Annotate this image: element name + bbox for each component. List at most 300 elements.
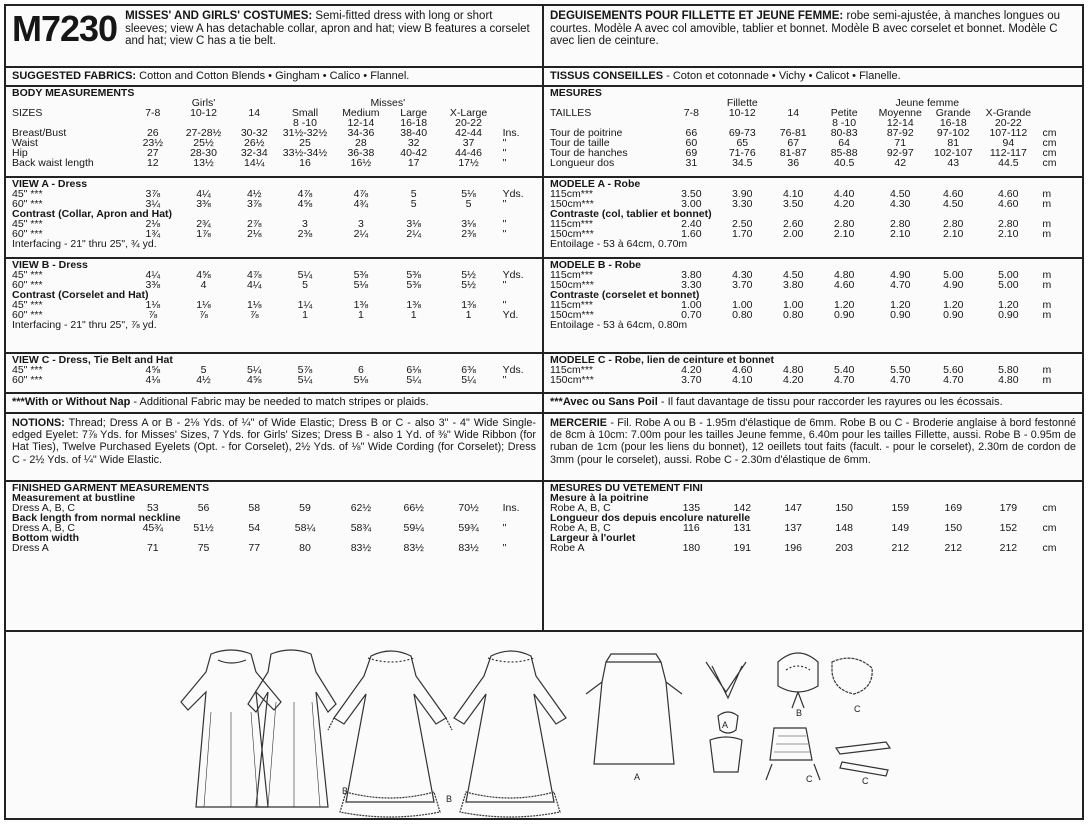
cell-value: 33½-34½ xyxy=(282,147,328,159)
row-label: Back waist length xyxy=(12,157,94,169)
cell-value: 4.50 xyxy=(889,188,911,200)
header-fr xyxy=(544,6,1082,68)
cell-value: 42 xyxy=(894,157,907,169)
table-row xyxy=(12,128,536,138)
cell-value: 3 xyxy=(357,218,364,230)
cell-value: 3.50 xyxy=(782,198,804,210)
cell-value: ⅞ xyxy=(249,309,259,321)
cell-value: 40-42 xyxy=(400,147,428,159)
cell-value: 196 xyxy=(784,542,802,554)
cell-value: ⅞ xyxy=(199,309,208,321)
yardage-table xyxy=(12,88,536,168)
cell-value: 112-117 xyxy=(989,147,1027,159)
cell-value: 4¼ xyxy=(196,188,211,200)
cell-value: 5.40 xyxy=(833,364,855,376)
unit-label: m xyxy=(1042,374,1052,386)
cell-value: 2⅛ xyxy=(246,228,262,240)
title-description-fr: robe semi-ajustée, à manches longues ou courtes. Modèle A avec col amovible, tablier et bonnet. Modèle B avec corselet et bonnet. Modèle C avec lien de ceinture. xyxy=(550,10,1060,47)
cell-value: 58¾ xyxy=(350,522,372,534)
unit-label: " xyxy=(502,522,507,534)
cell-value: 5.00 xyxy=(998,269,1019,281)
cell-value: 2.60 xyxy=(782,218,804,230)
row-label: Dress A xyxy=(12,542,49,554)
subheading: Bottom width xyxy=(12,532,80,544)
cell-value: 3.80 xyxy=(681,269,702,281)
cell-value: 4.20 xyxy=(833,198,855,210)
subheading-row xyxy=(550,493,1076,503)
cell-value: 4⅛ xyxy=(145,374,161,386)
unit-label: cm xyxy=(1042,542,1057,554)
row-label: Tour de poitrine xyxy=(550,127,623,139)
size-name: Grande xyxy=(935,107,971,119)
row-label: 60" *** xyxy=(12,374,43,386)
suggested-fabrics-fr xyxy=(544,68,1082,87)
cell-value: 51½ xyxy=(193,522,214,534)
corselet-drawing xyxy=(766,728,820,780)
size-range: 20-22 xyxy=(455,117,482,129)
apron-drawing xyxy=(586,654,682,764)
cell-value: 4.60 xyxy=(833,279,855,291)
section-heading: VIEW C - Dress, Tie Belt and Hat xyxy=(12,354,173,366)
cell-value: 1 xyxy=(410,309,417,321)
cell-value: 179 xyxy=(999,502,1018,514)
view-b-section-fr xyxy=(544,259,1082,354)
yardage-table xyxy=(550,88,1076,168)
cell-value: 3.90 xyxy=(732,188,753,200)
table-row xyxy=(550,365,1076,375)
row-label: 45" *** xyxy=(12,188,43,200)
cell-value: 83½ xyxy=(458,542,479,554)
cell-value: 5⅜ xyxy=(406,269,421,281)
cell-value: 6⅜ xyxy=(461,364,476,376)
finished-measurements-section xyxy=(6,482,542,587)
yardage-table xyxy=(550,179,1076,249)
row-label: 150cm*** xyxy=(550,279,594,291)
unit-label: " xyxy=(502,218,507,230)
cell-value: 64 xyxy=(838,137,850,149)
dress-a-front-drawing xyxy=(181,650,281,807)
cell-value: 27 xyxy=(146,147,159,159)
cell-value: 169 xyxy=(944,502,963,514)
table-row xyxy=(550,270,1076,280)
size-range: 16-18 xyxy=(400,117,428,129)
unit-label: cm xyxy=(1042,502,1057,514)
cell-value: 4.50 xyxy=(783,269,804,281)
row-label: Dress A, B, C xyxy=(12,522,76,534)
cell-value: 0.90 xyxy=(998,309,1019,321)
nap-note xyxy=(6,394,542,414)
cell-value: 59¾ xyxy=(458,522,479,534)
subheading-row xyxy=(12,290,536,300)
cell-value: 42-44 xyxy=(455,127,482,139)
cell-value: 2⅛ xyxy=(145,218,161,230)
cell-value: 4⅝ xyxy=(145,364,161,376)
cell-value: 3.80 xyxy=(783,279,804,291)
cell-value: 83½ xyxy=(403,542,424,554)
subheading-row xyxy=(550,513,1076,523)
label-c3: C xyxy=(862,776,869,786)
cell-value: 180 xyxy=(682,542,701,554)
cell-value: 107-112 xyxy=(989,127,1028,139)
size-name: 14 xyxy=(787,107,800,119)
unit-label: m xyxy=(1042,364,1052,376)
cell-value: 203 xyxy=(835,542,853,554)
table-row xyxy=(550,158,1076,168)
cell-value: 4.60 xyxy=(942,188,964,200)
cell-value: 77 xyxy=(248,542,261,554)
cell-value: 5 xyxy=(410,188,417,200)
row-label: 115cm*** xyxy=(550,218,593,230)
finished-measurements-section-fr xyxy=(544,482,1082,587)
cell-value: 66 xyxy=(685,127,698,139)
spacer xyxy=(499,108,536,118)
cell-value: 159 xyxy=(891,502,910,514)
cell-value: 1.00 xyxy=(783,299,804,311)
cell-value: 2¼ xyxy=(353,228,369,240)
cell-value: 2.80 xyxy=(942,218,964,230)
header xyxy=(6,6,542,68)
cell-value: 25 xyxy=(299,137,311,149)
nap-note-fr xyxy=(544,394,1082,414)
row-label: 115cm*** xyxy=(550,269,593,281)
unit-label: m xyxy=(1042,218,1052,230)
cell-value: 3.70 xyxy=(681,374,702,386)
sizes-label: TAILLES xyxy=(550,107,592,119)
view-b-heading xyxy=(12,260,536,270)
cell-value: 5¼ xyxy=(406,374,421,386)
unit-label: m xyxy=(1042,299,1052,311)
cell-value: 4¾ xyxy=(353,198,369,210)
cell-value: 150 xyxy=(835,502,853,514)
cell-value: 67 xyxy=(787,137,800,149)
size-range: 8 -10 xyxy=(832,117,857,129)
yardage-table xyxy=(12,260,536,330)
row-label: 45" *** xyxy=(12,299,43,311)
interfacing-note: Interfacing - 21" thru 25", ⅞ yd. xyxy=(12,319,157,331)
spacer xyxy=(1039,98,1077,108)
unit-label: " xyxy=(502,147,507,159)
cell-value: 150 xyxy=(944,522,963,534)
unit-label: " xyxy=(502,542,507,554)
english-column xyxy=(6,6,544,630)
cell-value: 12 xyxy=(146,157,159,169)
cell-value: 191 xyxy=(733,542,752,554)
cell-value: 1⅜ xyxy=(406,299,421,311)
cell-value: 148 xyxy=(835,522,853,534)
row-label: Waist xyxy=(12,137,38,149)
cell-value: 32 xyxy=(407,137,420,149)
cell-value: 4.30 xyxy=(732,269,753,281)
fabrics-text: Cotton and Cotton Blends • Gingham • Calico • Flannel. xyxy=(139,70,410,82)
note-row xyxy=(550,320,1076,330)
cell-value: 81 xyxy=(947,137,960,149)
cell-value: 3.70 xyxy=(732,279,753,291)
cell-value: 5¼ xyxy=(297,269,313,281)
row-label: 60" *** xyxy=(12,198,43,210)
note-row xyxy=(12,320,536,330)
subheading-row xyxy=(550,290,1076,300)
cell-value: 4.80 xyxy=(998,374,1019,386)
cell-value: 40.5 xyxy=(833,157,855,169)
unit-label: m xyxy=(1042,269,1052,281)
note-row xyxy=(12,239,536,249)
notions-text: Thread; Dress A or B - 2⅛ Yds. of ¼" of Wide Elastic; Dress B or C - also 3" - 4" Wide Single-edged Eyelet: 7⅞ Yds. for Misses' Sizes, 7 Yds. for Girls' Sizes; Dress B - also 1 Yd. of ⅜" Wide Ribbon (for Hat Ties), Twelve Purchased Eyelets (Opt. - for Corselet), 2½ Yds. of ⅛" Wide Cording (for Corselet); Dress C - 2½ Yds. of ¼" Wide Elastic. xyxy=(12,417,536,466)
cell-value: 14¼ xyxy=(244,157,265,169)
cell-value: 1⅜ xyxy=(461,299,476,311)
row-label: Breast/Bust xyxy=(12,127,67,139)
label-b3: B xyxy=(796,708,803,718)
cell-value: 27-28½ xyxy=(185,127,222,139)
body-measurements-section-fr xyxy=(544,87,1082,178)
pattern-envelope-back xyxy=(4,4,1084,820)
cell-value: 4.10 xyxy=(732,374,753,386)
body-measurements-heading xyxy=(550,88,1076,98)
interfacing-note: Entoilage - 53 à 64cm, 0.80m xyxy=(550,319,688,331)
dress-a-back-drawing xyxy=(248,650,336,807)
cell-value: 5⅛ xyxy=(353,279,369,291)
section-heading: BODY MEASUREMENTS xyxy=(12,87,135,99)
table-row xyxy=(12,523,536,533)
cell-value: 2.10 xyxy=(942,228,964,240)
view-c-heading xyxy=(12,355,536,365)
cell-value: 3.30 xyxy=(732,198,753,210)
size-name: X-Grande xyxy=(985,107,1032,119)
size-name: 7-8 xyxy=(683,107,699,119)
cell-value: 4¼ xyxy=(246,279,262,291)
size-range: 16-18 xyxy=(939,117,967,129)
cell-value: 31½-32½ xyxy=(282,127,328,139)
cell-value: 4⅝ xyxy=(297,198,313,210)
cell-value: 83½ xyxy=(350,542,372,554)
section-heading: MODELE A - Robe xyxy=(550,178,641,190)
table-row xyxy=(550,300,1076,310)
row-label: Tour de hanches xyxy=(550,147,628,159)
size-name: 10-12 xyxy=(190,107,217,119)
view-a-heading xyxy=(12,179,536,189)
cell-value: 116 xyxy=(682,522,700,534)
size-name: 10-12 xyxy=(728,107,756,119)
cell-value: 1.00 xyxy=(732,299,753,311)
unit-label: Ins. xyxy=(502,127,520,139)
cell-value: 4.60 xyxy=(998,188,1019,200)
size-name: Medium xyxy=(342,107,380,119)
section-heading: VIEW A - Dress xyxy=(12,178,88,190)
cell-value: 59 xyxy=(299,502,311,514)
row-label: Dress A, B, C xyxy=(12,502,76,514)
cell-value: 3⅛ xyxy=(406,218,421,230)
bonnet-b-drawing xyxy=(778,653,818,708)
cell-value: 1.20 xyxy=(833,299,855,311)
cell-value: 5¼ xyxy=(461,374,476,386)
cell-value: 69 xyxy=(685,147,698,159)
cell-value: 2.80 xyxy=(998,218,1019,230)
cell-value: 34-36 xyxy=(347,127,375,139)
cell-value: 1⅛ xyxy=(145,299,161,311)
cell-value: 54 xyxy=(248,522,261,534)
size-name: 14 xyxy=(248,107,261,119)
unit-label: m xyxy=(1042,309,1052,321)
unit-label: " xyxy=(502,137,507,149)
cell-value: 4⅞ xyxy=(246,269,262,281)
spacer xyxy=(1039,108,1077,118)
cell-value: 75 xyxy=(197,542,210,554)
size-name: Petite xyxy=(830,107,858,119)
cell-value: 71 xyxy=(894,137,907,149)
unit-label: Yds. xyxy=(502,269,524,281)
cell-value: 25½ xyxy=(193,137,214,149)
cell-value: 4⅝ xyxy=(196,269,211,281)
cell-value: ⅞ xyxy=(148,309,158,321)
unit-label: " xyxy=(502,157,507,169)
table-row xyxy=(12,189,536,199)
size-name: X-Large xyxy=(449,107,488,119)
unit-label: m xyxy=(1042,188,1052,200)
cell-value: 65 xyxy=(736,137,749,149)
cell-value: 76-81 xyxy=(779,127,807,139)
cell-value: 3.00 xyxy=(681,198,702,210)
cell-value: 0.70 xyxy=(681,309,702,321)
size-name: Large xyxy=(400,107,428,119)
cell-value: 2⅜ xyxy=(297,228,313,240)
unit-label: m xyxy=(1042,198,1052,210)
section-heading: MESURES DU VETEMENT FINI xyxy=(550,482,703,494)
row-label: 150cm*** xyxy=(550,198,594,210)
view-b-heading xyxy=(550,260,1076,270)
french-column xyxy=(544,6,1082,630)
view-c-section xyxy=(6,354,542,394)
notions-section xyxy=(6,414,542,482)
cell-value: 147 xyxy=(784,502,802,514)
cell-value: 5⅛ xyxy=(353,374,369,386)
row-label: 45" *** xyxy=(12,218,43,230)
cell-value: 4.70 xyxy=(833,374,855,386)
unit-label: cm xyxy=(1042,147,1057,159)
cell-value: 85-88 xyxy=(830,147,858,159)
cell-value: 97-102 xyxy=(936,127,970,139)
subheading: Contraste (corselet et bonnet) xyxy=(550,289,700,301)
unit-label: cm xyxy=(1042,127,1057,139)
title-bold-fr: DEGUISEMENTS POUR FILLETTE ET JEUNE FEMME: xyxy=(550,10,844,22)
cell-value: 1.20 xyxy=(943,299,964,311)
unit-label: Yds. xyxy=(502,364,524,376)
cell-value: 4.90 xyxy=(943,279,964,291)
row-label: 60" *** xyxy=(12,279,43,291)
row-label: 45" *** xyxy=(12,364,43,376)
cell-value: 0.90 xyxy=(943,309,964,321)
row-label: Hip xyxy=(12,147,28,159)
cell-value: 2.40 xyxy=(681,218,702,230)
cell-value: 4½ xyxy=(246,188,262,200)
cell-value: 4⅞ xyxy=(353,188,369,200)
unit-label: " xyxy=(502,374,507,386)
cell-value: 60 xyxy=(685,137,698,149)
cell-value: 4.20 xyxy=(681,364,702,376)
cell-value: 5.50 xyxy=(890,364,911,376)
label-b2: B xyxy=(446,794,453,804)
line-drawings xyxy=(6,630,1082,818)
cell-value: 1¼ xyxy=(297,299,313,311)
subheading-row xyxy=(12,209,536,219)
table-row xyxy=(12,543,536,553)
subheading: Mesure à la poitrine xyxy=(550,492,649,504)
table-row xyxy=(550,148,1076,158)
cell-value: 4.70 xyxy=(943,374,964,386)
subheading: Contrast (Corselet and Hat) xyxy=(12,289,149,301)
size-name: Moyenne xyxy=(878,107,922,119)
cell-value: 2.10 xyxy=(998,228,1019,240)
pattern-code: M7230 xyxy=(12,8,118,49)
cell-value: 1.20 xyxy=(890,299,911,311)
size-range: 12-14 xyxy=(886,117,914,129)
cell-value: 53 xyxy=(146,502,159,514)
notions-text-fr: - Fil. Robe A ou B - 1.95m d'élastique de 6mm. Robe B ou C - Broderie anglaise à bord festonné de 8cm à 10cm: 7.00m pour les tailles Jeune femme, 6.40m pour les tailles Fillette, aussi. Robe B - 0.95m de ruban de 1cm (pour les liens du bonnet), 12 oeillets tout faits (facult. - pour le corselet), 2.30m de cordon de 3mm (pour le corselet), aussi. Robe C - 2.30m d'élastique de 6mm. xyxy=(550,417,1077,466)
notions-label: NOTIONS: xyxy=(12,417,65,429)
fabrics-label-fr: TISSUS CONSEILLES xyxy=(550,70,664,82)
note-row xyxy=(550,239,1076,249)
yardage-table xyxy=(550,483,1076,553)
interfacing-note: Interfacing - 21" thru 25", ¾ yd. xyxy=(12,238,157,250)
cell-value: 1⅛ xyxy=(196,299,211,311)
cell-value: 5⅛ xyxy=(461,188,476,200)
size-name: Small xyxy=(291,107,319,119)
body-measurements-section xyxy=(6,87,542,178)
nap-bold: ***With or Without Nap xyxy=(12,396,131,408)
view-b-section xyxy=(6,259,542,354)
unit-label: Yd. xyxy=(502,309,519,321)
row-label: Longueur dos xyxy=(550,157,615,169)
cell-value: 212 xyxy=(891,542,910,554)
subheading: Measurement at bustline xyxy=(12,492,136,504)
cell-value: 212 xyxy=(999,542,1018,554)
cell-value: 16½ xyxy=(350,157,372,169)
cell-value: 3⅜ xyxy=(196,198,211,210)
table-row xyxy=(12,158,536,168)
cell-value: 4.80 xyxy=(783,364,804,376)
cell-value: 58¼ xyxy=(294,522,316,534)
cell-value: 4.60 xyxy=(732,364,753,376)
cell-value: 1 xyxy=(357,309,364,321)
cell-value: 5¼ xyxy=(297,374,313,386)
cell-value: 0.80 xyxy=(783,309,804,321)
row-label: Robe A, B, C xyxy=(550,522,611,534)
cell-value: 3⅞ xyxy=(246,198,262,210)
cell-value: 5 xyxy=(465,198,472,210)
sizes-label: SIZES xyxy=(12,107,43,119)
cell-value: 5.00 xyxy=(943,269,964,281)
row-label: Robe A, B, C xyxy=(550,502,611,514)
label-c1: C xyxy=(854,704,861,714)
subheading: Contrast (Collar, Apron and Hat) xyxy=(12,208,173,220)
cell-value: 92-97 xyxy=(886,147,914,159)
cell-value: 5 xyxy=(410,198,417,210)
cell-value: 26½ xyxy=(244,137,265,149)
label-a1: A xyxy=(634,772,641,782)
cell-value: 34.5 xyxy=(732,157,753,169)
dress-b-back-drawing xyxy=(454,651,566,817)
unit-label: Ins. xyxy=(502,502,520,514)
cell-value: 4.90 xyxy=(890,269,911,281)
notions-section-fr xyxy=(544,414,1082,482)
subheading: Back length from normal neckline xyxy=(12,512,181,524)
nap-bold-fr: ***Avec ou Sans Poil xyxy=(550,396,658,408)
label-a2: A xyxy=(722,720,729,730)
cell-value: 6 xyxy=(357,364,364,376)
table-row xyxy=(12,375,536,385)
section-heading: FINISHED GARMENT MEASUREMENTS xyxy=(12,482,210,494)
yardage-table xyxy=(550,260,1076,330)
cell-value: 5 xyxy=(200,364,207,376)
label-c2: C xyxy=(806,774,813,784)
